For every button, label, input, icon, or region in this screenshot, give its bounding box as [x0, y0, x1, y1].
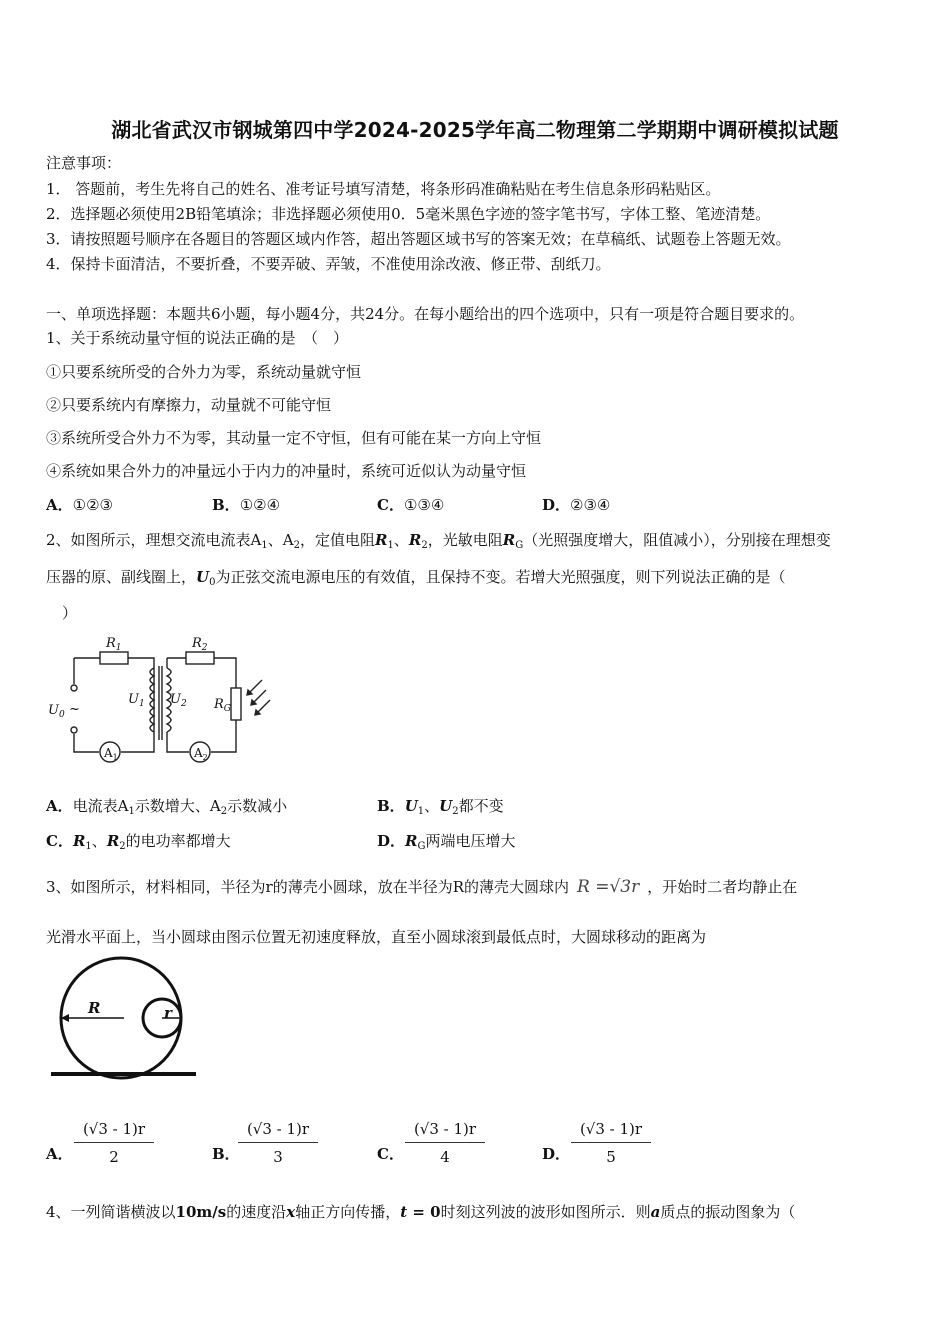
q2-option-d-label: D． [377, 832, 406, 850]
q3-option-a-num: (√3 - 1)r [74, 1120, 154, 1143]
q3-text: ，开始时二者均静止在 [647, 878, 798, 896]
q2-option-b-var: U [404, 797, 418, 815]
q2-option-d-var: R [405, 832, 418, 850]
q2-text: （光照强度增大，阻值减小），分别接在理想变 [523, 531, 831, 549]
q2-option-a-label: A． [46, 797, 73, 815]
q2-stem-line3: ） [62, 604, 78, 622]
q2-var: R [502, 531, 516, 549]
q3-stem-line2: 光滑水平面上，当小圆球由图示位置无初速度释放，直至小圆球滚到最低点时，大圆球移动的距离为 [46, 928, 707, 946]
q2-option-a-text: 示数减小 [227, 797, 288, 815]
q2-text: 、 [393, 531, 409, 549]
q2-option-a-sub: 1 [128, 806, 135, 817]
q2-option-c-sub: 1 [85, 841, 92, 852]
q3-stem-line1 [46, 876, 797, 897]
q2-option-c-text: 的电功率都增大 [125, 832, 231, 850]
fig-u0-label: $U_0$ [48, 703, 65, 720]
q1-statement-1: ①只要系统所受的合外力为零，系统动量就守恒 [46, 363, 362, 381]
q1-option-a[interactable] [46, 494, 113, 515]
q2-option-b-label: B． [377, 797, 405, 815]
q3-option-b-label[interactable]: B． [212, 1145, 240, 1163]
q2-option-b[interactable] [377, 795, 504, 817]
q2-option-b-sub: 2 [452, 806, 459, 817]
q2-option-b-var: U [439, 797, 453, 815]
q3-option-a-fraction [74, 1120, 154, 1166]
q3-option-d-label[interactable]: D． [542, 1145, 571, 1163]
q2-sub: 1 [387, 540, 394, 551]
q4-text: 4、一列简谐横波以 [46, 1203, 176, 1221]
q4-var: x [286, 1203, 296, 1221]
q2-text: 为正弦交流电源电压的有效值，且保持不变。若增大光照强度，则下列说法正确的是（ [215, 568, 786, 586]
q2-sub: 1 [261, 540, 268, 551]
q2-option-b-text: 都不变 [458, 797, 504, 815]
q3-option-c-num: (√3 - 1)r [405, 1120, 485, 1143]
q2-option-c[interactable] [46, 830, 231, 852]
q2-option-d[interactable] [377, 830, 516, 852]
q2-option-c-var: R [72, 832, 86, 850]
q2-var: R [375, 531, 388, 549]
q4-text: 时刻这列波的波形如图所示．则 [440, 1203, 651, 1221]
q3-option-c-fraction [405, 1120, 485, 1166]
q2-option-c-text: 、 [91, 832, 107, 850]
q4-text: 的速度沿 [226, 1203, 287, 1221]
q2-option-b-text: 、 [424, 797, 440, 815]
q1-option-b-text: ①②④ [239, 496, 281, 514]
q2-var: R [408, 531, 422, 549]
fig-rg-label: $R_G$ [214, 697, 231, 714]
q2-option-d-sub: G [417, 841, 426, 852]
fig-small-r-label: r [164, 1004, 172, 1022]
q2-option-a-text: 电流表A [72, 797, 129, 815]
q2-sub: 0 [209, 577, 216, 588]
q2-option-c-sub: 2 [119, 841, 126, 852]
q1-option-d-text: ②③④ [570, 496, 611, 514]
q4-var: a [650, 1203, 661, 1221]
fig-a1-label: $A_1$ [104, 746, 118, 762]
q4-stem [46, 1201, 795, 1222]
q1-option-c-text: ①③④ [403, 496, 445, 514]
q1-option-c[interactable] [377, 494, 444, 515]
fig-r2-label: $R_2$ [192, 636, 208, 653]
q4-text: 轴正方向传播， [295, 1203, 401, 1221]
q1-option-d-label: D． [542, 496, 571, 514]
q3-option-c-den: 4 [440, 1148, 450, 1166]
notice-item-1: 1． 答题前，考生先将自己的姓名、准考证号填写清楚，将条形码准确粘贴在考生信息条形码粘贴区。 [46, 180, 721, 198]
q3-option-d-fraction [571, 1120, 651, 1166]
q2-option-a-text: 示数增大、A [134, 797, 221, 815]
q3-option-a-label[interactable]: A． [46, 1145, 73, 1163]
q1-option-d[interactable] [542, 494, 610, 515]
q2-stem-line1 [46, 529, 831, 551]
q1-statement-4: ④系统如果合外力的冲量远小于内力的冲量时，系统可近似认为动量守恒 [46, 462, 527, 480]
q3-option-b-fraction [238, 1120, 318, 1166]
q2-option-c-var: R [106, 832, 120, 850]
q2-circuit-diagram [44, 630, 284, 770]
q1-option-a-label: A． [46, 496, 73, 514]
q1-statement-3: ③系统所受合外力不为零，其动量一定不守恒，但有可能在某一方向上守恒 [46, 429, 542, 447]
fig-a2-label: $A_2$ [194, 746, 208, 762]
q2-option-a-sub: 2 [220, 806, 228, 817]
q2-sub: 2 [293, 540, 300, 551]
section-heading: 一、单项选择题：本题共6小题，每小题4分，共24分。在每小题给出的四个选项中，只有一项是符合题目要求的。 [46, 305, 805, 323]
q4-speed: 10m/s [175, 1203, 227, 1221]
q1-stem: 1、关于系统动量守恒的说法正确的是 （ ） [46, 329, 349, 347]
q3-formula: R =√3r [577, 877, 640, 897]
notice-item-4: 4．保持卡面清洁，不要折叠，不要弄破、弄皱，不准使用涂改液、修正带、刮纸刀。 [46, 255, 611, 273]
q4-text: 质点的振动图象为（ [660, 1203, 796, 1221]
q4-text: = 0 [407, 1203, 441, 1221]
notice-item-3: 3．请按照题号顺序在各题目的答题区域内作答，超出答题区域书写的答案无效；在草稿纸、试题卷上答题无效。 [46, 230, 791, 248]
q2-option-d-text: 两端电压增大 [425, 832, 516, 850]
q3-option-d-den: 5 [606, 1148, 616, 1166]
notice-heading: 注意事项： [46, 154, 122, 172]
fig-u2-label: $U_2$ [170, 692, 187, 709]
q2-text: 、A [267, 531, 294, 549]
q2-option-a[interactable] [46, 795, 287, 817]
fig-u1-label: $U_1$ [128, 692, 145, 709]
q2-text: ，光敏电阻 [427, 531, 503, 549]
q2-text: ，定值电阻 [299, 531, 375, 549]
q2-option-c-label: C． [46, 832, 73, 850]
q3-spheres-diagram [46, 952, 206, 1082]
q3-option-d-num: (√3 - 1)r [571, 1120, 651, 1143]
fig-r1-label: $R_1$ [106, 636, 122, 653]
q4-var: t [400, 1203, 408, 1221]
fig-big-r-label: R [88, 999, 101, 1017]
q2-stem-line2 [46, 566, 786, 588]
q2-var: U [196, 568, 210, 586]
q2-text: 2、如图所示，理想交流电流表A [46, 531, 262, 549]
q3-option-b-num: (√3 - 1)r [238, 1120, 318, 1143]
q1-option-a-text: ①②③ [72, 496, 113, 514]
q3-option-a-den: 2 [109, 1148, 119, 1166]
q2-text: 压器的原、副线圈上， [46, 568, 197, 586]
q3-text: 3、如图所示，材料相同，半径为r的薄壳小圆球，放在半径为R的薄壳大圆球内 [46, 878, 570, 896]
q2-sub: 2 [421, 540, 428, 551]
q3-option-b-den: 3 [273, 1148, 283, 1166]
q3-option-c-label[interactable]: C． [377, 1145, 404, 1163]
page-title: 湖北省武汉市钢城第四中学2024-2025学年高二物理第二学期期中调研模拟试题 [111, 118, 839, 142]
fig-ac-symbol: ~ [69, 702, 80, 717]
q1-option-c-label: C． [377, 496, 404, 514]
q2-option-b-sub: 1 [417, 806, 425, 817]
q1-statement-2: ②只要系统内有摩擦力，动量就不可能守恒 [46, 396, 332, 414]
q1-option-b-label: B． [212, 496, 240, 514]
q2-sub: G [515, 540, 524, 551]
notice-item-2: 2．选择题必须使用2B铅笔填涂；非选择题必须使用0．5毫米黑色字迹的签字笔书写，字体工整、笔迹清楚。 [46, 205, 771, 223]
q1-option-b[interactable] [212, 494, 280, 515]
